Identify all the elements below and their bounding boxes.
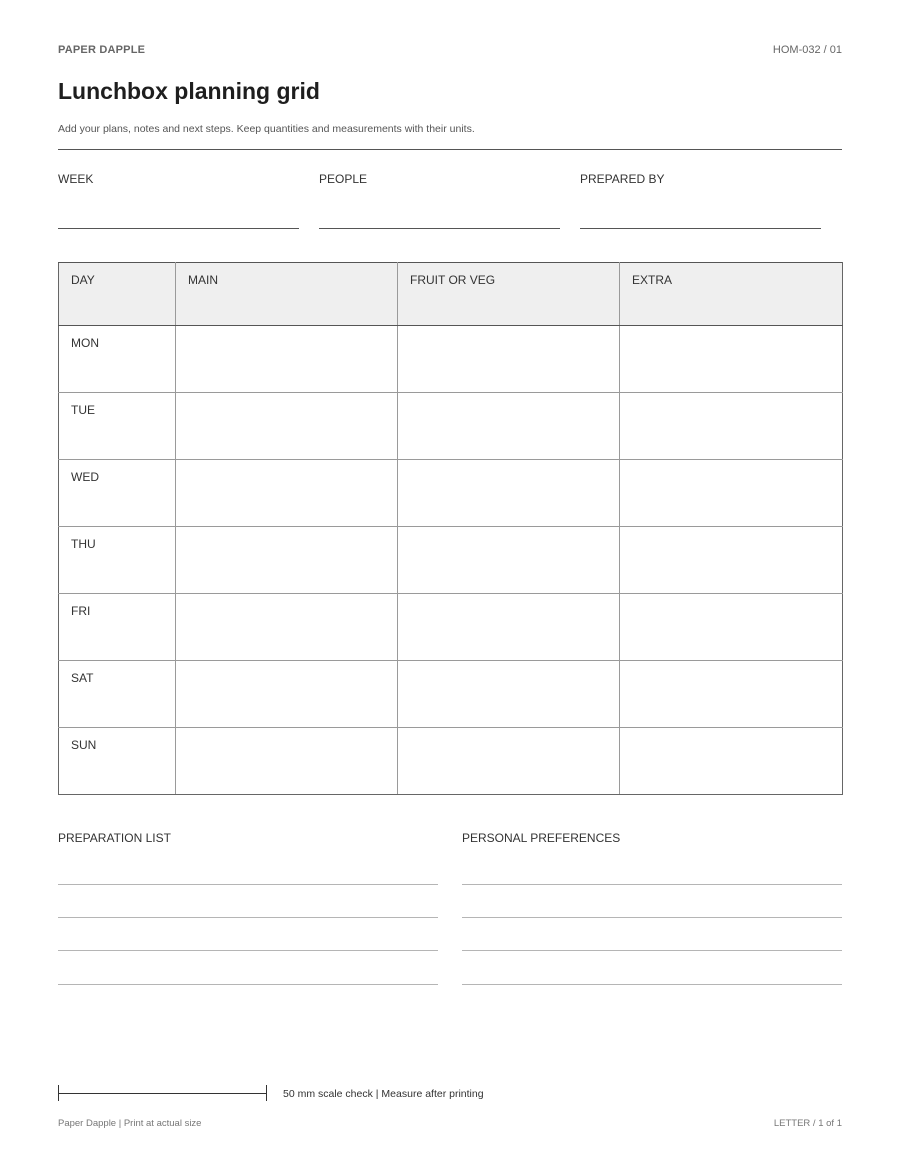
fruit-or-veg-cell[interactable] <box>398 393 620 460</box>
prepared-by-label: PREPARED BY <box>580 172 665 186</box>
table-row <box>59 527 843 594</box>
day-cell-wed: WED <box>59 460 176 527</box>
personal-preferences-line[interactable] <box>462 950 842 951</box>
lunch-planning-table <box>58 262 843 795</box>
main-cell[interactable] <box>176 393 398 460</box>
table-row <box>59 661 843 728</box>
preparation-list-line[interactable] <box>58 917 438 918</box>
extra-cell[interactable] <box>620 661 843 728</box>
fruit-or-veg-cell[interactable] <box>398 527 620 594</box>
column-header-day: DAY <box>59 263 176 326</box>
footer-left-text: Paper Dapple | Print at actual size <box>58 1118 202 1129</box>
personal-preferences-label: PERSONAL PREFERENCES <box>462 831 621 845</box>
scale-check-bar <box>58 1085 267 1101</box>
table-row <box>59 326 843 393</box>
table-row <box>59 728 843 795</box>
preparation-list-line[interactable] <box>58 884 438 885</box>
day-cell-sat: SAT <box>59 661 176 728</box>
page-subtitle: Add your plans, notes and next steps. Keep quantities and measurements with their units. <box>58 123 475 135</box>
day-cell-mon: MON <box>59 326 176 393</box>
main-cell[interactable] <box>176 326 398 393</box>
prepared-by-write-line[interactable] <box>580 228 821 229</box>
table-row <box>59 393 843 460</box>
extra-cell[interactable] <box>620 460 843 527</box>
day-cell-sun: SUN <box>59 728 176 795</box>
scale-bar-right-tick <box>266 1085 267 1101</box>
extra-cell[interactable] <box>620 393 843 460</box>
brand-name: PAPER DAPPLE <box>58 44 146 56</box>
main-cell[interactable] <box>176 728 398 795</box>
table-header-row <box>59 263 843 326</box>
people-label: PEOPLE <box>319 172 368 186</box>
column-header-fruit-or-veg: FRUIT OR VEG <box>398 263 620 326</box>
scale-bar-line <box>58 1093 267 1094</box>
day-cell-thu: THU <box>59 527 176 594</box>
main-cell[interactable] <box>176 594 398 661</box>
preparation-list-label: PREPARATION LIST <box>58 831 171 845</box>
personal-preferences-line[interactable] <box>462 917 842 918</box>
main-cell[interactable] <box>176 527 398 594</box>
document-number: HOM-032 / 01 <box>772 44 842 56</box>
table-row <box>59 594 843 661</box>
day-cell-tue: TUE <box>59 393 176 460</box>
week-label: WEEK <box>58 172 94 186</box>
page-title: Lunchbox planning grid <box>58 78 320 104</box>
preparation-list-line[interactable] <box>58 950 438 951</box>
extra-cell[interactable] <box>620 527 843 594</box>
fruit-or-veg-cell[interactable] <box>398 661 620 728</box>
scale-check-text: 50 mm scale check | Measure after printing <box>283 1088 484 1100</box>
main-cell[interactable] <box>176 460 398 527</box>
fruit-or-veg-cell[interactable] <box>398 460 620 527</box>
column-header-extra: EXTRA <box>620 263 843 326</box>
personal-preferences-line[interactable] <box>462 984 842 985</box>
column-header-main: MAIN <box>176 263 398 326</box>
fruit-or-veg-cell[interactable] <box>398 594 620 661</box>
header-divider <box>58 149 842 150</box>
footer-page-info: LETTER / 1 of 1 <box>773 1118 842 1129</box>
table-row <box>59 460 843 527</box>
people-write-line[interactable] <box>319 228 560 229</box>
day-cell-fri: FRI <box>59 594 176 661</box>
extra-cell[interactable] <box>620 326 843 393</box>
scale-bar-left-tick <box>58 1085 59 1101</box>
extra-cell[interactable] <box>620 728 843 795</box>
fruit-or-veg-cell[interactable] <box>398 728 620 795</box>
preparation-list-line[interactable] <box>58 984 438 985</box>
personal-preferences-line[interactable] <box>462 884 842 885</box>
main-cell[interactable] <box>176 661 398 728</box>
fruit-or-veg-cell[interactable] <box>398 326 620 393</box>
extra-cell[interactable] <box>620 594 843 661</box>
week-write-line[interactable] <box>58 228 299 229</box>
